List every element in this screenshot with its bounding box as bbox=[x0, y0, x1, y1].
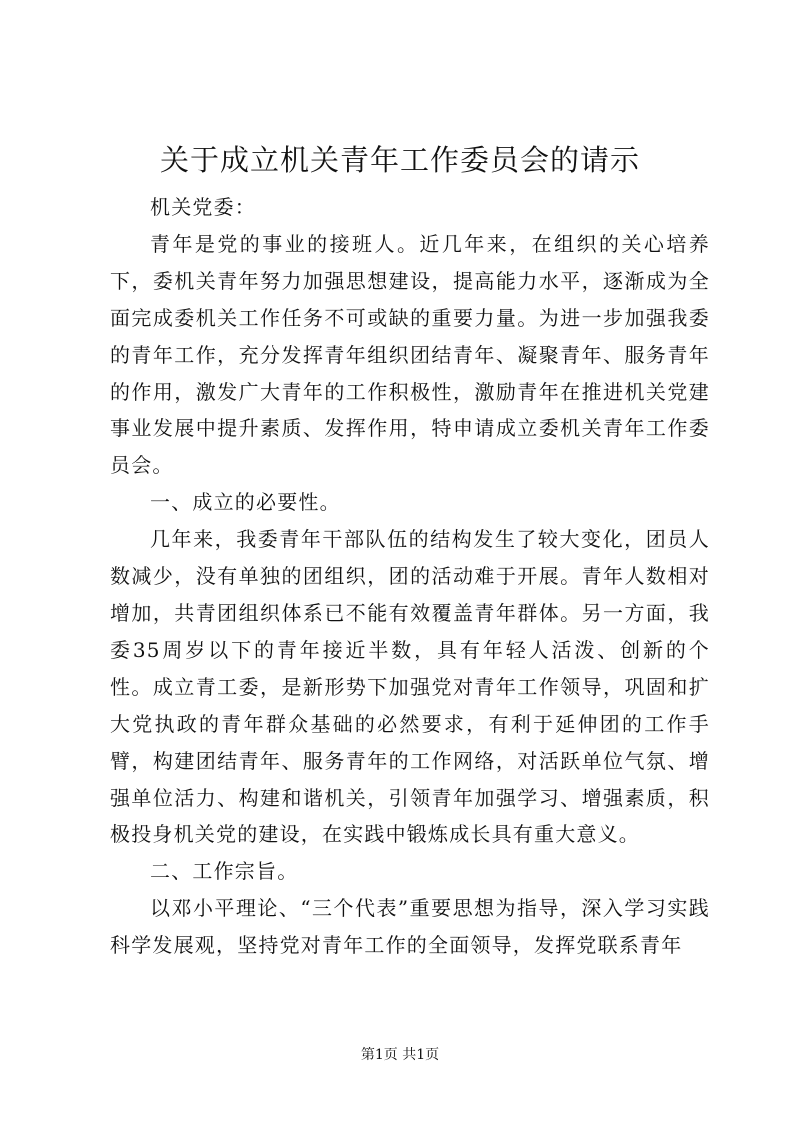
section-heading-1: 一、成立的必要性。 bbox=[150, 490, 341, 515]
document-body bbox=[110, 189, 710, 964]
paragraph-purpose: 以邓小平理论、“三个代表”重要思想为指导，深入学习实践科学发展观，坚持党对青年工作的全面领导，发挥党联系青年 bbox=[110, 896, 710, 958]
section-heading-2: 二、工作宗旨。 bbox=[150, 859, 299, 884]
paragraph-necessity: 几年来，我委青年干部队伍的结构发生了较大变化，团员人数减少，没有单独的团组织，团的活动难于开展。青年人数相对增加，共青团组织体系已不能有效覆盖青年群体。另一方面，我委35周岁以下的青年接近半数，具有年轻人活泼、创新的个性。成立青工委，是新形势下加强党对青年工作领导，巩固和扩大党执政的青年群众基础的必然要求，有利于延伸团的工作手臂，构建团结青年、服务青年的工作网络，对活跃单位气氛、增强单位活力、构建和谐机关，引领青年加强学习、增强素质，积极投身机关党的建设，在实践中锻炼成长具有重大意义。 bbox=[110, 527, 710, 847]
page-footer: 第1页 共1页 bbox=[360, 1047, 440, 1063]
document-title: 关于成立机关青年工作委员会的请示 bbox=[159, 143, 640, 177]
salutation: 机关党委： bbox=[150, 195, 256, 219]
paragraph-intro: 青年是党的事业的接班人。近几年来，在组织的关心培养下，委机关青年努力加强思想建设，提高能力水平，逐渐成为全面完成委机关工作任务不可或缺的重要力量。为进一步加强我委的青年工作，充分发挥青年组织团结青年、凝聚青年、服务青年的作用，激发广大青年的工作积极性，激励青年在推进机关党建事业发展中提升素质、发挥作用，特申请成立委机关青年工作委员会。 bbox=[110, 231, 710, 478]
